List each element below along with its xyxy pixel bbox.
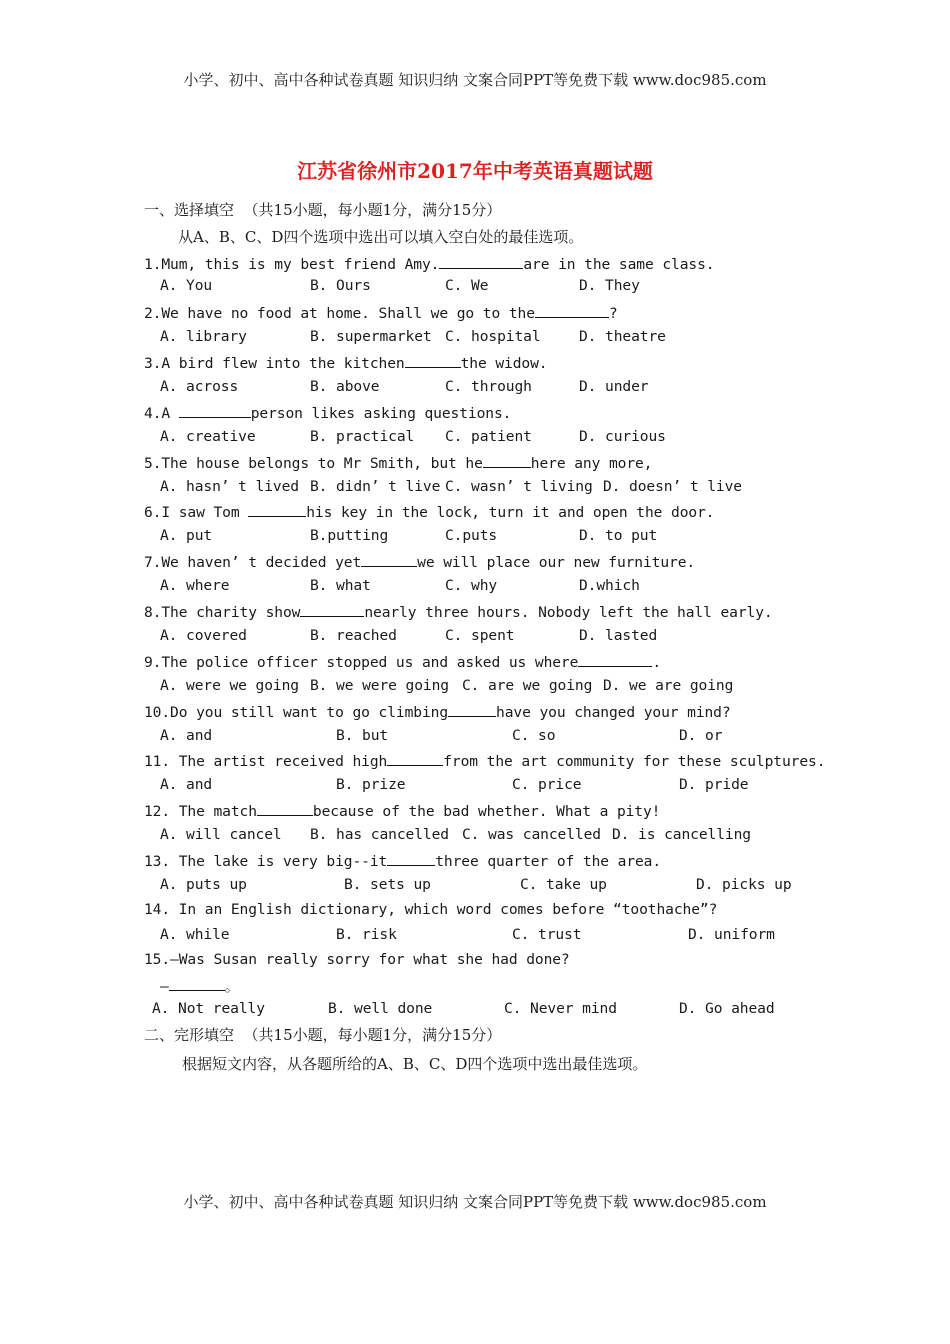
answer-blank [439,254,523,269]
options-13 [0,876,950,900]
option-a: A. while [160,926,230,943]
footer-banner: 小学、初中、高中各种试卷真题 知识归纳 文案合同PPT等免费下载 www.doc985.com [183,1193,767,1211]
answer-blank [179,403,251,418]
option-a: A. and [160,727,213,744]
option-a: A. were we going [160,677,299,694]
option-c: C. wasn’ t living [445,478,593,495]
question-11: 11. The artist received high from the art community for these sculptures. [144,753,826,770]
option-a: A. creative [160,428,256,445]
question-14: 14. In an English dictionary, which word comes before “toothache”? [144,901,718,918]
answer-blank [535,303,609,318]
answer-blank [405,353,461,368]
option-d: D.which [579,577,640,594]
option-c: C. why [445,577,498,594]
option-d: D. Go ahead [679,1000,775,1017]
options-15 [0,1000,950,1024]
option-d: D. pride [679,776,749,793]
option-d: D. uniform [688,926,775,943]
options-3 [0,378,950,402]
option-c: C. trust [512,926,582,943]
option-d: D. theatre [579,328,666,345]
options-11 [0,776,950,800]
answer-blank [361,552,417,567]
option-b: B. supermarket [310,328,432,345]
option-b: B. didn’ t live [310,478,441,495]
option-b: B. above [310,378,380,395]
option-b: B. prize [336,776,406,793]
option-c: C. Never mind [504,1000,617,1017]
option-b: B. we were going [310,677,449,694]
option-b: B. reached [310,627,397,644]
option-a: A. Not really [152,1000,265,1017]
option-a: A. across [160,378,239,395]
options-2 [0,328,950,352]
option-c: C. are we going [462,677,593,694]
answer-blank [578,652,652,667]
option-a: A. puts up [160,876,247,893]
option-d: D. under [579,378,649,395]
option-c: C. was cancelled [462,826,601,843]
option-b: B. but [336,727,389,744]
option-a: A. covered [160,627,247,644]
section-2-heading: 二、完形填空 （共15小题，每小题1分，满分15分） [144,1026,502,1044]
options-9 [0,677,950,701]
options-4 [0,428,950,452]
section-1-instruction: 从A、B、C、D四个选项中选出可以填入空白处的最佳选项。 [178,228,584,246]
question-9: 9.The police officer stopped us and asked us where . [144,654,661,671]
option-b: B.putting [310,527,389,544]
options-12 [0,826,950,850]
answer-blank [169,976,225,991]
option-d: D. picks up [696,876,792,893]
question-1: 1.Mum, this is my best friend Amy. are in the same class. [144,256,715,273]
answer-blank [483,453,531,468]
page-title: 江苏省徐州市2017年中考英语真题试题 [297,159,653,183]
option-d: D. curious [579,428,666,445]
answer-blank [300,602,364,617]
question-8: 8.The charity show nearly three hours. Nobody left the hall early. [144,604,773,621]
option-c: C. hospital [445,328,541,345]
question-2: 2.We have no food at home. Shall we go to the ? [144,305,618,322]
option-b: B. well done [328,1000,433,1017]
question-12: 12. The match because of the bad whether. What a pity! [144,803,661,820]
option-a: A. and [160,776,213,793]
option-a: A. library [160,328,247,345]
section-2-instruction: 根据短文内容，从各题所给的A、B、C、D四个选项中选出最佳选项。 [182,1055,648,1073]
option-b: B. practical [310,428,415,445]
option-a: A. You [160,277,213,294]
option-c: C. through [445,378,532,395]
header-banner: 小学、初中、高中各种试卷真题 知识归纳 文案合同PPT等免费下载 www.doc985.com [183,71,767,89]
options-5 [0,478,950,502]
option-d: D. to put [579,527,658,544]
answer-blank [448,702,496,717]
option-c: C. We [445,277,489,294]
question-4: 4.A person likes asking questions. [144,405,512,422]
answer-blank [248,502,306,517]
options-10 [0,727,950,751]
question-15-reply: — 。 [160,978,240,995]
option-b: B. what [310,577,371,594]
question-15: 15.—Was Susan really sorry for what she had done? [144,951,570,968]
question-5: 5.The house belongs to Mr Smith, but he here any more, [144,455,653,472]
option-b: B. has cancelled [310,826,449,843]
option-c: C. patient [445,428,532,445]
option-c: C. so [512,727,556,744]
option-d: D. is cancelling [612,826,751,843]
question-7: 7.We haven’ t decided yet we will place our new furniture. [144,554,696,571]
options-1 [0,277,950,301]
option-d: D. lasted [579,627,658,644]
option-d: D. doesn’ t live [603,478,742,495]
option-b: B. Ours [310,277,371,294]
question-13: 13. The lake is very big--it three quarter of the area. [144,853,662,870]
options-8 [0,627,950,651]
option-d: D. They [579,277,640,294]
answer-blank [387,751,443,766]
option-d: D. we are going [603,677,734,694]
options-14 [0,926,950,950]
option-c: C. take up [520,876,607,893]
question-10: 10.Do you still want to go climbing have you changed your mind? [144,704,731,721]
question-3: 3.A bird flew into the kitchen the widow. [144,355,548,372]
option-c: C.puts [445,527,498,544]
question-6: 6.I saw Tom his key in the lock, turn it and open the door. [144,504,715,521]
option-a: A. put [160,527,213,544]
option-d: D. or [679,727,723,744]
answer-blank [257,801,313,816]
option-b: B. risk [336,926,397,943]
section-1-heading: 一、选择填空 （共15小题，每小题1分，满分15分） [144,201,502,219]
option-a: A. where [160,577,230,594]
option-a: A. will cancel [160,826,282,843]
options-6 [0,527,950,551]
option-b: B. sets up [344,876,431,893]
option-a: A. hasn’ t lived [160,478,299,495]
answer-blank [387,851,435,866]
option-c: C. price [512,776,582,793]
option-c: C. spent [445,627,515,644]
options-7 [0,577,950,601]
